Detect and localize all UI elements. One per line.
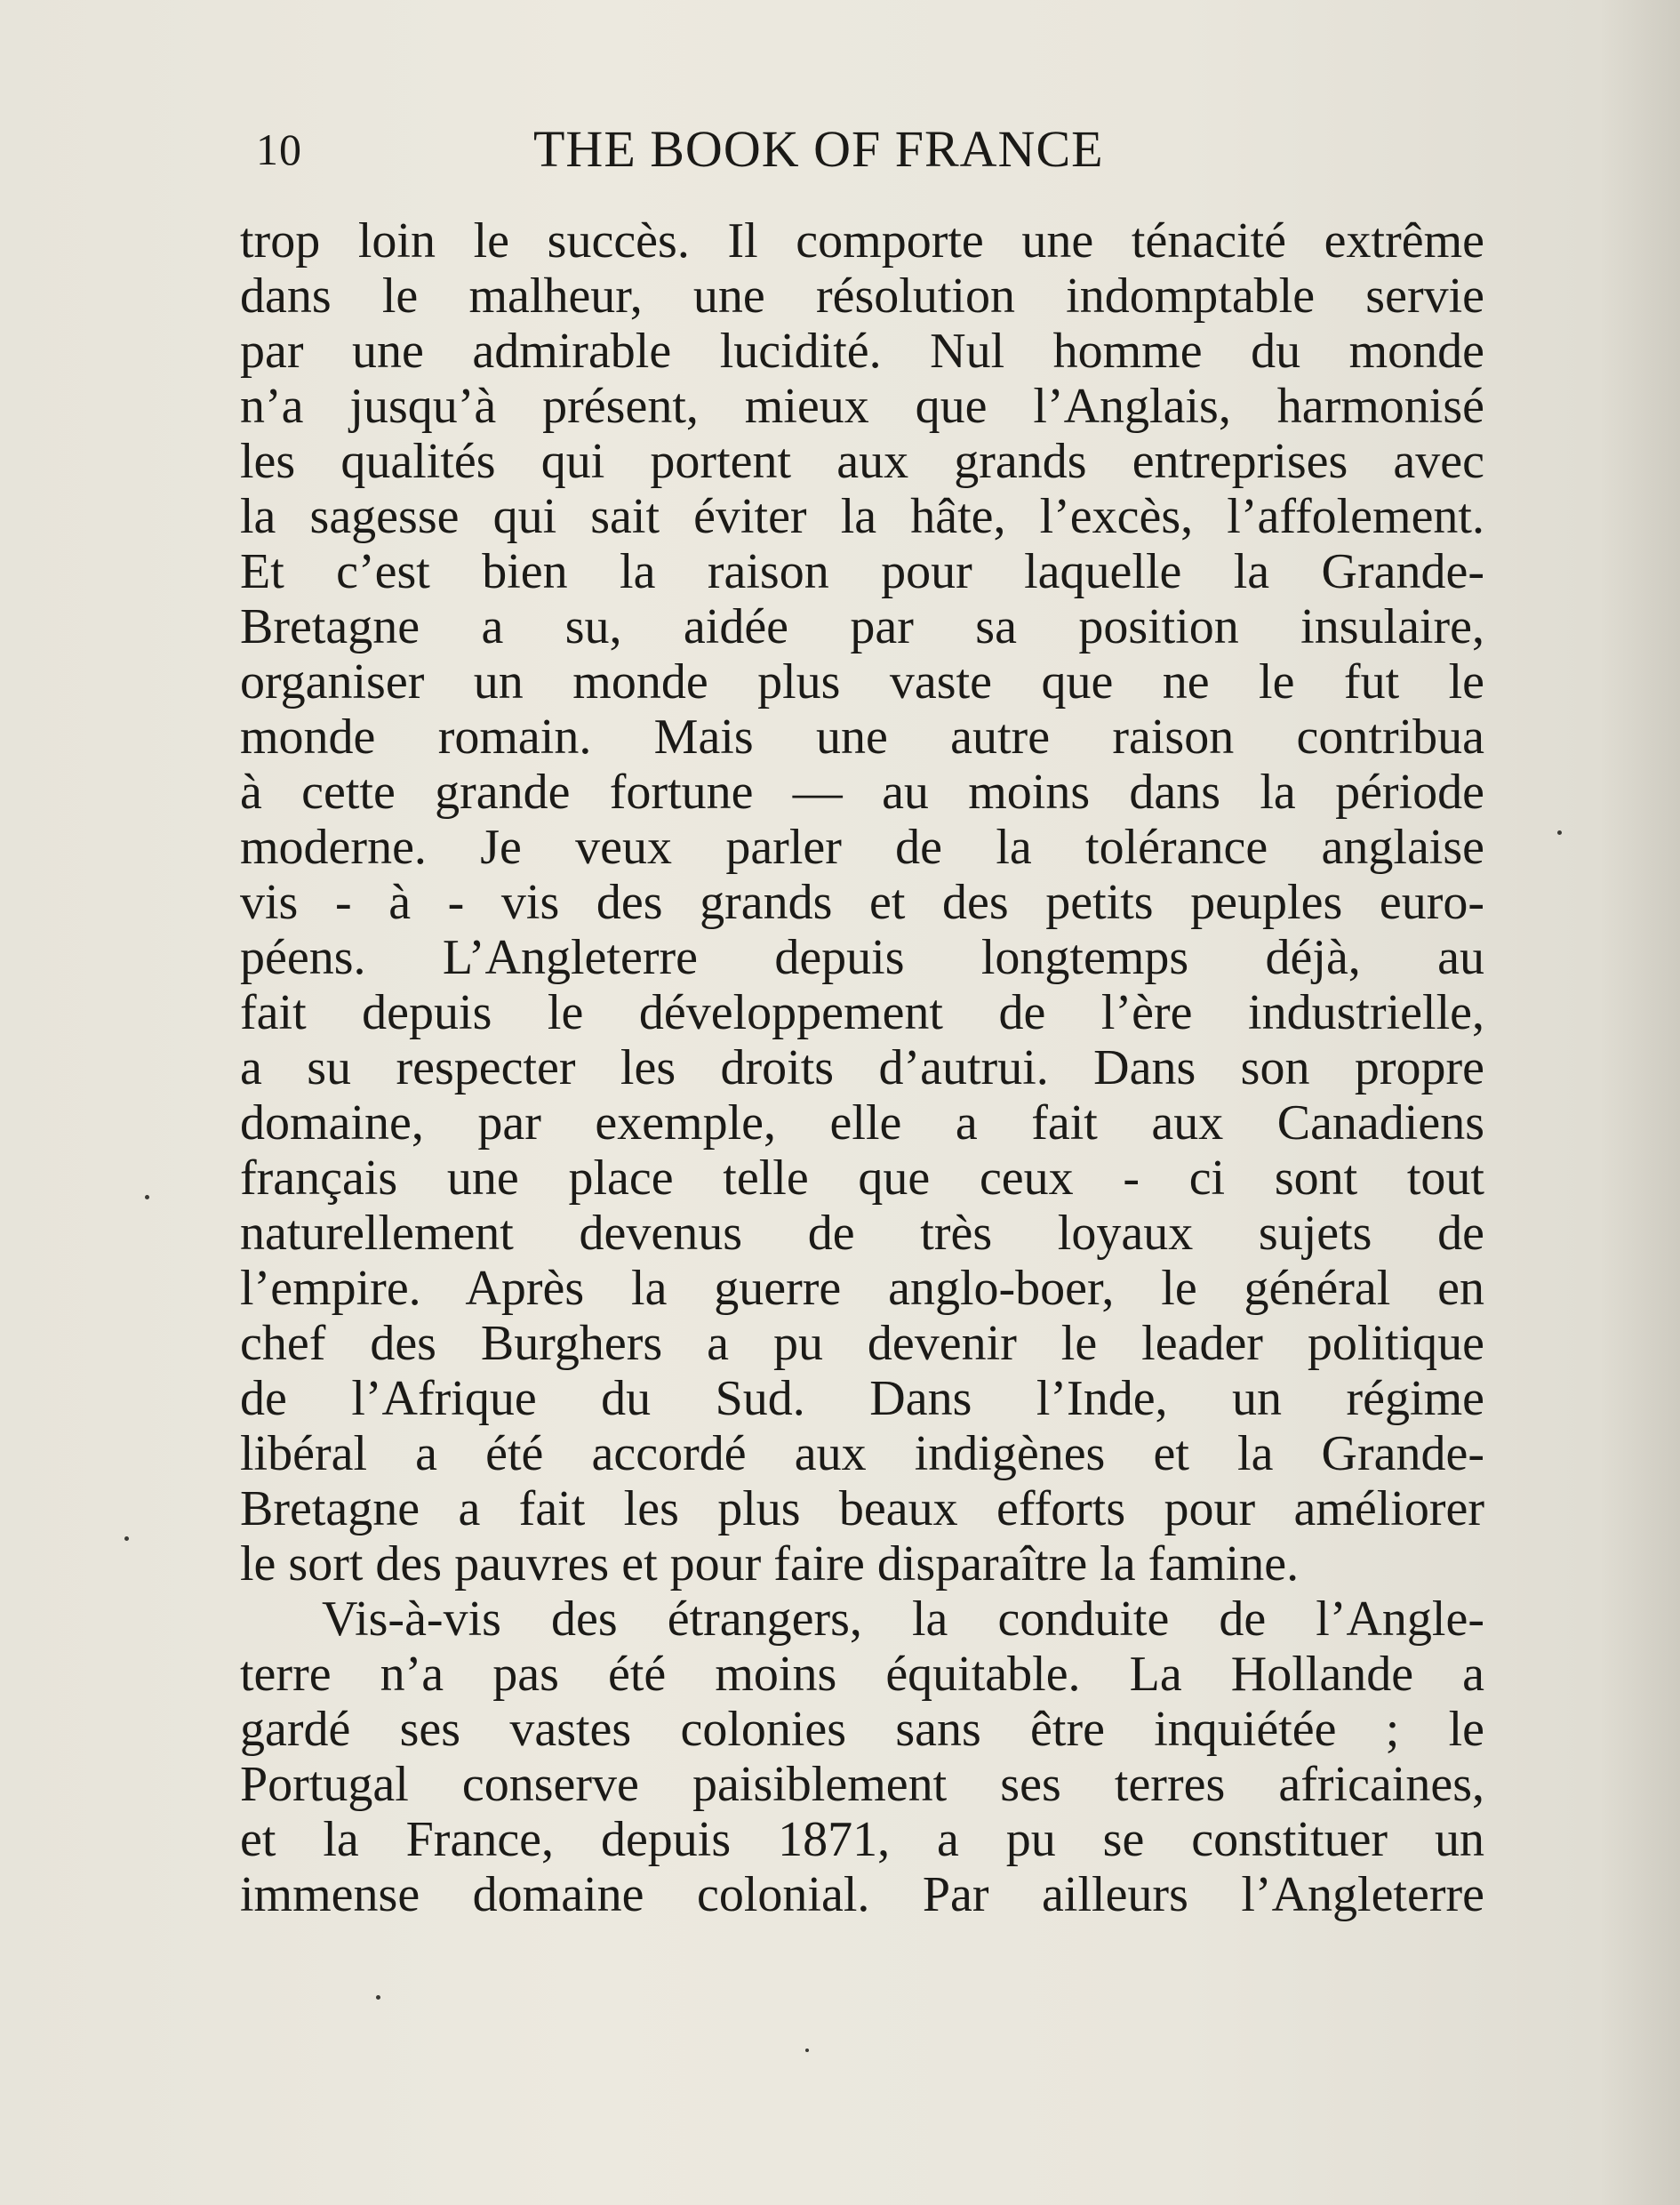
text-line: fait depuis le développement de l’ère industrielle, <box>240 985 1484 1040</box>
text-line: libéral a été accordé aux indigènes et la Grande- <box>240 1426 1484 1481</box>
paper-speck <box>805 2049 809 2052</box>
paper-speck <box>124 1536 129 1541</box>
text-line: péens. L’Angleterre depuis longtemps déjà, au <box>240 930 1484 985</box>
text-line: moderne. Je veux parler de la tolérance anglaise <box>240 820 1484 875</box>
text-line: Bretagne a fait les plus beaux efforts pour améliorer <box>240 1481 1484 1536</box>
body-text <box>240 213 1484 1922</box>
text-line: monde romain. Mais une autre raison contribua <box>240 710 1484 765</box>
text-line: de l’Afrique du Sud. Dans l’Inde, un régime <box>240 1371 1484 1426</box>
text-line: par une admirable lucidité. Nul homme du monde <box>240 324 1484 379</box>
paper-speck <box>1557 830 1562 835</box>
text-line: l’empire. Après la guerre anglo-boer, le général en <box>240 1261 1484 1316</box>
text-line: a su respecter les droits d’autrui. Dans son propre <box>240 1040 1484 1095</box>
text-line: trop loin le succès. Il comporte une ténacité extrême <box>240 213 1484 269</box>
text-line: naturellement devenus de très loyaux sujets de <box>240 1206 1484 1261</box>
text-line: Bretagne a su, aidée par sa position insulaire, <box>240 599 1484 654</box>
paper-speck <box>376 1995 380 2000</box>
book-title: THE BOOK OF FRANCE <box>533 120 1104 178</box>
text-line: français une place telle que ceux - ci sont tout <box>240 1151 1484 1206</box>
text-line: et la France, depuis 1871, a pu se constituer un <box>240 1812 1484 1867</box>
text-line: les qualités qui portent aux grands entreprises avec <box>240 434 1484 489</box>
text-line: dans le malheur, une résolution indomptable servie <box>240 269 1484 324</box>
text-line: domaine, par exemple, elle a fait aux Canadiens <box>240 1095 1484 1151</box>
page-number: 10 <box>256 124 302 174</box>
text-line: à cette grande fortune — au moins dans la période <box>240 765 1484 820</box>
text-line: terre n’a pas été moins équitable. La Hollande a <box>240 1647 1484 1702</box>
text-line: gardé ses vastes colonies sans être inquiétée ; le <box>240 1702 1484 1757</box>
page-edge-shadow <box>1600 0 1680 2205</box>
paragraph-start-line: Vis-à-vis des étrangers, la conduite de l’Angle- <box>322 1592 1484 1647</box>
running-head <box>256 114 1243 185</box>
text-line: la sagesse qui sait éviter la hâte, l’excès, l’affolement. <box>240 489 1484 544</box>
text-line: vis - à - vis des grands et des petits peuples euro- <box>240 875 1484 930</box>
text-line: n’a jusqu’à présent, mieux que l’Anglais, harmonisé <box>240 379 1484 434</box>
text-line: Et c’est bien la raison pour laquelle la Grande- <box>240 544 1484 599</box>
paper-speck <box>145 1195 149 1199</box>
text-line: immense domaine colonial. Par ailleurs l’Angleterre <box>240 1867 1484 1922</box>
text-line: Portugal conserve paisiblement ses terres africaines, <box>240 1757 1484 1812</box>
text-line: chef des Burghers a pu devenir le leader politique <box>240 1316 1484 1371</box>
paragraph-end-line: le sort des pauvres et pour faire disparaître la famine. <box>240 1536 1300 1592</box>
text-line: organiser un monde plus vaste que ne le fut le <box>240 654 1484 710</box>
